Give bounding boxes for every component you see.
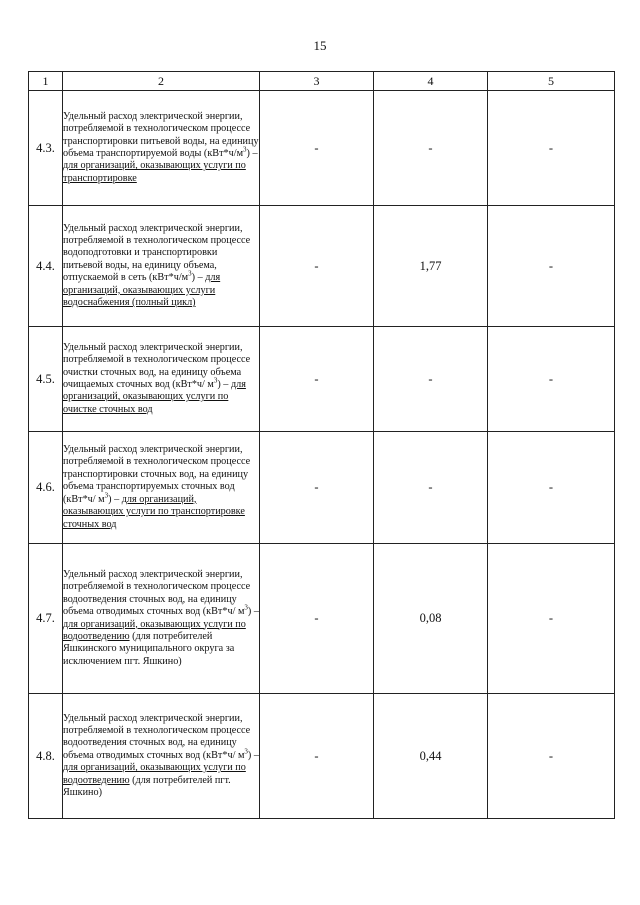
row-description [63, 432, 260, 544]
value-col-4: 0,44 [374, 694, 488, 819]
indicators-table [28, 71, 615, 819]
value-col-5: - [488, 91, 615, 206]
row-description [63, 694, 260, 819]
value-col-4: - [374, 327, 488, 432]
description-text: Удельный расход электрической энергии, потребляемой в технологическом процессе транспортировки питьевой воды, на единицу объема транспортируемой воды (кВт*ч/м [63, 110, 259, 159]
unit-exponent: 3 [244, 603, 248, 612]
header-col-3: 3 [260, 72, 374, 91]
header-col-4: 4 [374, 72, 488, 91]
description-dash: ) – [247, 749, 259, 761]
unit-exponent: 3 [244, 747, 248, 756]
description-dash: ) – [246, 148, 258, 159]
description-underlined: для организаций, оказывающих услуги по водоотведению [63, 762, 246, 786]
value-col-5: - [488, 694, 615, 819]
row-description [63, 544, 260, 694]
header-col-1: 1 [29, 72, 63, 91]
value-col-5: - [488, 327, 615, 432]
row-number: 4.6. [29, 432, 63, 544]
unit-exponent: 3 [104, 491, 109, 500]
value-col-4: - [374, 91, 488, 206]
value-col-4: 1,77 [374, 206, 488, 327]
description-text: Удельный расход электрической энергии, потребляемой в технологическом процессе водоотведения сточных вод, на единицу объема отводимых сточных вод (кВт*ч/ м [63, 712, 251, 761]
header-col-2: 2 [63, 72, 260, 91]
unit-exponent: 3 [213, 376, 218, 385]
header-row [29, 72, 615, 91]
description-text: Удельный расход электрической энергии, потребляемой в технологическом процессе транспортировки сточных вод, на единицу объема транспортируемых сточных вод (кВт*ч/ м [63, 444, 251, 505]
value-col-3: - [260, 432, 374, 544]
table-row [29, 91, 615, 206]
value-col-5: - [488, 544, 615, 694]
description-underlined: для организаций, оказывающих услуги по транспортировке [63, 160, 246, 184]
value-col-3: - [260, 694, 374, 819]
unit-exponent: 3 [243, 145, 247, 154]
description-text: Удельный расход электрической энергии, потребляемой в технологическом процессе очистки сточных вод, на единицу объема очищаемых сточных вод (кВт*ч/ м [63, 341, 251, 390]
page-number: 15 [313, 38, 327, 53]
description-underlined: для организаций, оказывающих услуги по транспортировке сточных вод [63, 493, 245, 530]
row-number: 4.4. [29, 206, 63, 327]
description-dash: ) – [247, 606, 259, 618]
description-underlined: для организаций, оказывающих услуги по очистке сточных вод [63, 379, 246, 415]
description-underlined: для организаций, оказывающих услуги водоснабжения (полный цикл) [63, 272, 221, 309]
unit-exponent: 3 [188, 269, 192, 278]
row-description [63, 206, 260, 327]
description-tail: (для потребителей пгт. Яшкино) [63, 774, 231, 799]
description-text: Удельный расход электрической энергии, потребляемой в технологическом процессе водоподготовки и транспортировки питьевой воды, на единицу объема, отпускаемой в сеть (кВт*ч/м [63, 222, 251, 284]
row-description [63, 91, 260, 206]
value-col-3: - [260, 544, 374, 694]
value-col-5: - [488, 432, 615, 544]
header-col-5: 5 [488, 72, 615, 91]
row-number: 4.5. [29, 327, 63, 432]
table-row [29, 544, 615, 694]
row-number: 4.3. [29, 91, 63, 206]
table-row [29, 432, 615, 544]
value-col-4: 0,08 [374, 544, 488, 694]
description-dash: ) – [108, 493, 122, 505]
description-dash: ) – [217, 379, 231, 390]
description-text: Удельный расход электрической энергии, потребляемой в технологическом процессе водоотведения сточных вод, на единицу объема отводимых сточных вод (кВт*ч/ м [63, 568, 251, 618]
value-col-3: - [260, 327, 374, 432]
value-col-4: - [374, 432, 488, 544]
table-row [29, 206, 615, 327]
row-description [63, 327, 260, 432]
description-dash: ) – [191, 272, 206, 284]
table-row [29, 327, 615, 432]
value-col-5: - [488, 206, 615, 327]
value-col-3: - [260, 206, 374, 327]
description-underlined: для организаций, оказывающих услуги по водоотведению [63, 618, 246, 642]
value-col-3: - [260, 91, 374, 206]
row-number: 4.8. [29, 694, 63, 819]
row-number: 4.7. [29, 544, 63, 694]
description-tail: (для потребителей Яшкинского муниципального округа за исключением пгт. Яшкино) [63, 630, 235, 667]
table-row [29, 694, 615, 819]
